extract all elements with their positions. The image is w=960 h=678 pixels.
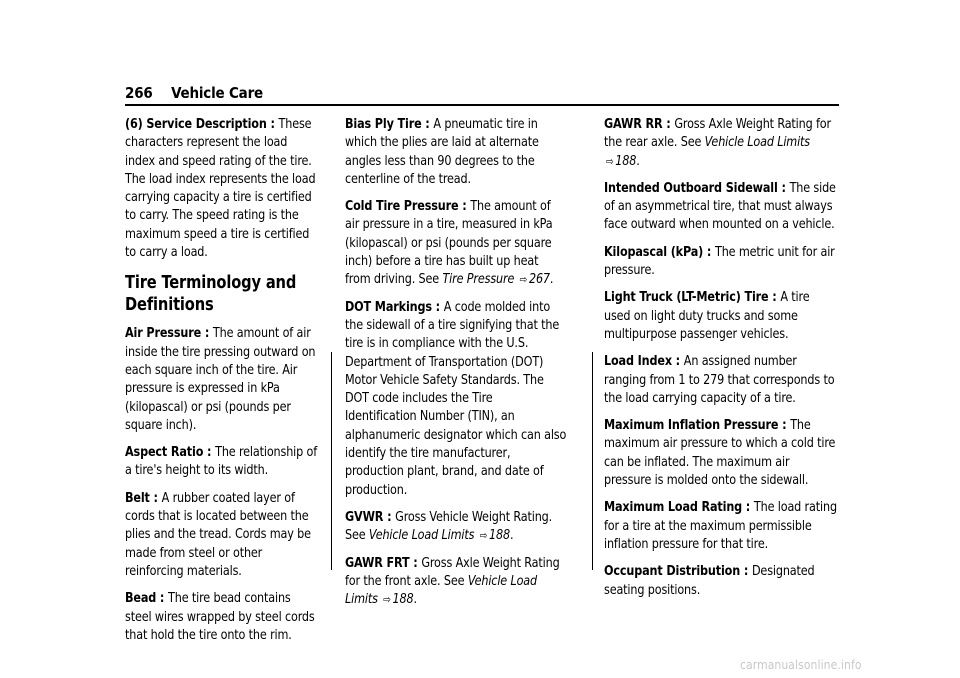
section-title: Tire Terminology and Definitions [125,273,297,316]
term: Load Index [604,354,672,370]
definition: The metric unit for air pressure. [604,244,835,279]
term: Aspect Ratio [125,445,204,461]
entry-gawr-rr: GAWR RR : Gross Axle Weight Rating for the rear axle. See Vehicle Load Limits ⇨ 188. [604,117,831,169]
page-arrow-icon: ⇨ [479,529,488,543]
definition: A tire used on light duty trucks and some multipurpose passenger vehicles. [604,290,810,342]
column-divider [592,352,593,570]
page-reference[interactable]: 267 [528,272,550,288]
entry-cold-tire-pressure: Cold Tire Pressure : The amount of air pressure in a tire, measured in kPa (kilopascal) or psi (pounds per square inch) before a tire has built up heat from driving. See Tire Pressure ⇨ 267. [345,199,554,288]
entry-maximum-load-rating: Maximum Load Rating : The load rating for a tire at the maximum permissible inflation pressure for that tire. [604,500,837,552]
entry-bead: Bead : The tire bead contains steel wires wrapped by steel cords that hold the tire onto the rim. [125,591,315,643]
entry-kilopascal: Kilopascal (kPa) : The metric unit for air pressure. [604,244,835,279]
definition: These characters represent the load index and speed rating of the tire. The load index represents the load carrying capacity a tire is certified to carry. The speed rating is the maximum speed a tire is certified to carry a load. [125,117,316,261]
entry-maximum-inflation-pressure: Maximum Inflation Pressure : The maximum air pressure to which a cold tire can be inflated. The maximum air pressure is molded onto the sidewall. [604,418,836,489]
definition: The amount of air pressure in a tire, measured in kPa (kilopascal) or psi (pounds per square inch) before a tire has built up heat from driving. See [345,199,553,288]
entry-load-index: Load Index : An assigned number ranging from 1 to 279 that corresponds to the load carrying capacity of a tire. [604,354,835,406]
definition: The tire bead contains steel wires wrapped by steel cords that hold the tire onto the rim. [125,591,315,643]
definition: Gross Vehicle Weight Rating. See [345,509,553,544]
definition: The amount of air inside the tire pressing outward on each square inch of the tire. Air pressure is expressed in kPa (kilopascal) or psi (pounds per square inch). [125,326,316,433]
page-arrow-icon: ⇨ [605,154,614,168]
watermark: carmanualsonline.info [740,658,862,672]
term: Bias Ply Tire [345,117,422,132]
entry-aspect-ratio: Aspect Ratio : The relationship of a tire's height to its width. [125,445,318,479]
page-header [125,84,263,102]
entry-dot-markings: DOT Markings : A code molded into the sidewall of a tire signifying that the tire is in compliance with the U.S. Department of Transportation (DOT) Motor Vehicle Safety Standards. The DOT code includes the Tire Identification Number (TIN), an alphanumeric designator which can also identify the tire manufacturer, production plant, brand, and date of production. [345,299,567,498]
definition: Designated seating positions. [604,564,815,598]
entry-occupant-distribution: Occupant Distribution : Designated seating positions. [604,564,815,598]
column-divider [331,352,332,570]
term: Belt [125,490,150,506]
definition: A code molded into the sidewall of a tire signifying that the tire is in compliance with the U.S. Department of Transportation (DOT) Motor Vehicle Safety Standards. The DOT code includes the Tire Identification Number (TIN), an alphanumeric designator which can also identify the tire manufacturer, production plant, brand, and date of production. [345,299,567,498]
cross-reference-link[interactable]: Vehicle Load Limits [704,135,811,151]
definition: A pneumatic tire in which the plies are laid at alternate angles less than 90 degrees to the centerline of the tread. [345,117,539,187]
definition: The side of an asymmetrical tire, that must always face outward when mounted on a vehicle. [604,180,836,233]
cross-reference-link[interactable]: Vehicle Load Limits [345,573,537,608]
term: Occupant Distribution [604,564,741,580]
entry-light-truck-tire: Light Truck (LT-Metric) Tire : A tire used on light duty trucks and some multipurpose passenger vehicles. [604,290,810,342]
definition: Gross Axle Weight Rating for the rear axle. See [604,117,831,151]
page-number: 266 [125,84,153,102]
entry-gvwr: GVWR : Gross Vehicle Weight Rating. See Vehicle Load Limits ⇨ 188. [345,509,553,544]
cross-reference-link[interactable]: Tire Pressure [442,272,515,288]
term: Bead [125,591,157,607]
column-1 [125,116,320,654]
term: Intended Outboard Sidewall [604,180,778,196]
entry-intended-outboard-sidewall: Intended Outboard Sidewall : The side of an asymmetrical tire, that must always face outward when mounted on a vehicle. [604,180,836,233]
term: Air Pressure [125,326,202,342]
entry-service-description: (6) Service Description : These characters represent the load index and speed rating of the tire. The load index represents the load carrying capacity a tire is certified to carry. The speed rating is the maximum speed a tire is certified to carry a load. [125,117,316,261]
definition: Gross Axle Weight Rating for the front axle. See [345,555,560,589]
header-rule [125,104,839,106]
term: (6) Service Description [125,117,267,132]
cross-reference-link[interactable]: Vehicle Load Limits [368,528,475,544]
definition: A rubber coated layer of cords that is located between the plies and the tread. Cords may be made from steel or other reinforcing materials. [125,490,311,579]
column-2 [345,116,566,618]
entry-belt: Belt : A rubber coated layer of cords that is located between the plies and the tread. Cords may be made from steel or other reinforcing materials. [125,490,311,579]
page-reference[interactable]: 188 [489,528,510,544]
term: Maximum Load Rating [604,500,743,516]
entry-air-pressure: Air Pressure : The amount of air inside the tire pressing outward on each square inch of the tire. Air pressure is expressed in kPa (kilopascal) or psi (pounds per square inch). [125,326,316,433]
definition: The maximum air pressure to which a cold tire can be inflated. The maximum air pressure is molded onto the sidewall. [604,418,836,489]
term: GAWR FRT [345,555,410,571]
page-reference[interactable]: 188 [615,153,637,169]
page-reference[interactable]: 188 [392,592,414,608]
column-3 [604,116,838,609]
definition: The relationship of a tire's height to its width. [125,445,318,479]
term: Kilopascal (kPa) [604,244,704,260]
term: Cold Tire Pressure [345,199,459,215]
term: DOT Markings [345,299,432,315]
term: Maximum Inflation Pressure [604,418,779,434]
entry-gawr-frt: GAWR FRT : Gross Axle Weight Rating for the front axle. See Vehicle Load Limits ⇨ 188. [345,555,560,608]
definition: An assigned number ranging from 1 to 279 that corresponds to the load carrying capacity of a tire. [604,354,835,406]
term: GAWR RR [604,117,663,132]
entry-bias-ply-tire: Bias Ply Tire : A pneumatic tire in which the plies are laid at alternate angles less than 90 degrees to the centerline of the tread. [345,117,539,187]
term: GVWR [345,509,384,525]
term: Light Truck (LT-Metric) Tire [604,290,769,306]
page-arrow-icon: ⇨ [519,273,528,287]
section-name: Vehicle Care [171,84,263,102]
page-arrow-icon: ⇨ [383,593,391,607]
definition: The load rating for a tire at the maximum permissible inflation pressure for that tire. [604,500,837,552]
